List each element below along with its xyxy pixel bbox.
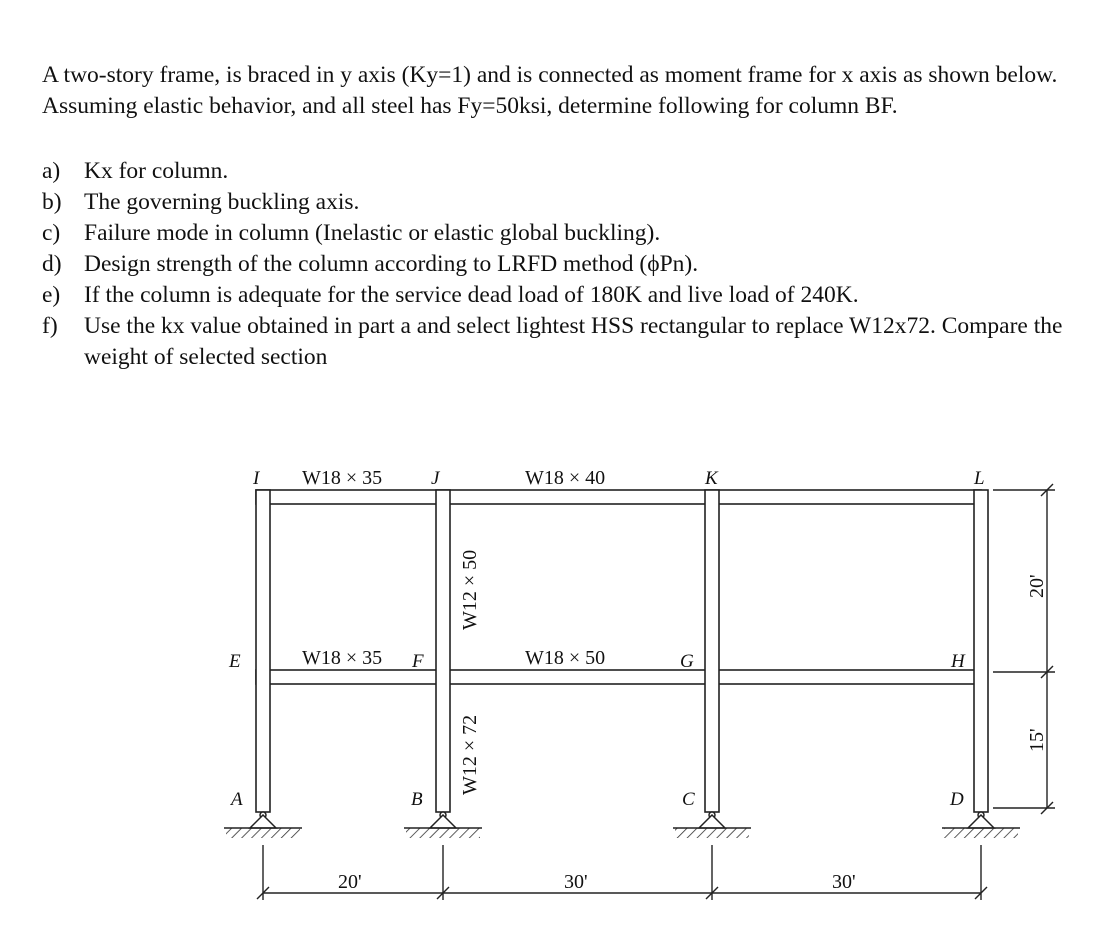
node-label-H: H [951, 651, 965, 672]
task-item: b) The governing buckling axis. [42, 189, 360, 215]
vertical-dimension-line [993, 484, 1055, 814]
beam-label-JK: W18 × 40 [525, 467, 606, 489]
dimension-label-span2: 30' [564, 871, 588, 893]
column-C-K [705, 490, 719, 812]
column-D-L [974, 490, 988, 812]
task-item: c) Failure mode in column (Inelastic or elastic global buckling). [42, 220, 661, 246]
dimension-label-lower-story: 15' [1026, 728, 1048, 752]
node-label-L: L [974, 468, 985, 489]
node-label-E: E [229, 651, 241, 672]
dimension-label-span3: 30' [832, 871, 856, 893]
node-label-J: J [431, 468, 440, 489]
column-label-lower: W12 × 72 [459, 714, 481, 795]
problem-statement: A two-story frame, is braced in y axis (Ky=1) and is connected as moment frame for x axis as shown below. Assuming elastic behavior, and all steel has Fy=50ksi, determine following for column BF. [42, 62, 1058, 119]
support-C [673, 812, 751, 838]
roof-beam [256, 490, 981, 504]
task-item: f) Use the kx value obtained in part a and select lightest HSS rectangular to replace W12x72. Compare the weight of selected section [42, 313, 1063, 370]
node-label-F: F [412, 651, 424, 672]
node-label-I: I [253, 468, 260, 489]
column-A-I [256, 490, 270, 812]
task-item: d) Design strength of the column according to LRFD method (ϕPn). [42, 251, 699, 277]
support-B [404, 812, 482, 838]
node-label-A: A [231, 789, 243, 810]
dimension-label-upper-story: 20' [1026, 574, 1048, 598]
node-label-D: D [950, 789, 964, 810]
node-label-G: G [680, 651, 694, 672]
beam-label-FG: W18 × 50 [525, 647, 606, 669]
dimension-label-span1: 20' [338, 871, 362, 893]
node-label-B: B [411, 789, 423, 810]
horizontal-dimension-line [257, 845, 987, 900]
beam-label-EF: W18 × 35 [302, 647, 383, 669]
floor-beam [256, 670, 981, 684]
beam-label-IJ: W18 × 35 [302, 467, 383, 489]
column-label-upper: W12 × 50 [459, 549, 481, 630]
node-label-K: K [705, 468, 718, 489]
task-item: e) If the column is adequate for the service dead load of 180K and live load of 240K. [42, 282, 859, 308]
support-D [942, 812, 1020, 838]
support-A [224, 812, 302, 838]
task-item: a) Kx for column. [42, 158, 229, 184]
node-label-C: C [682, 789, 695, 810]
column-B-J [436, 490, 450, 812]
